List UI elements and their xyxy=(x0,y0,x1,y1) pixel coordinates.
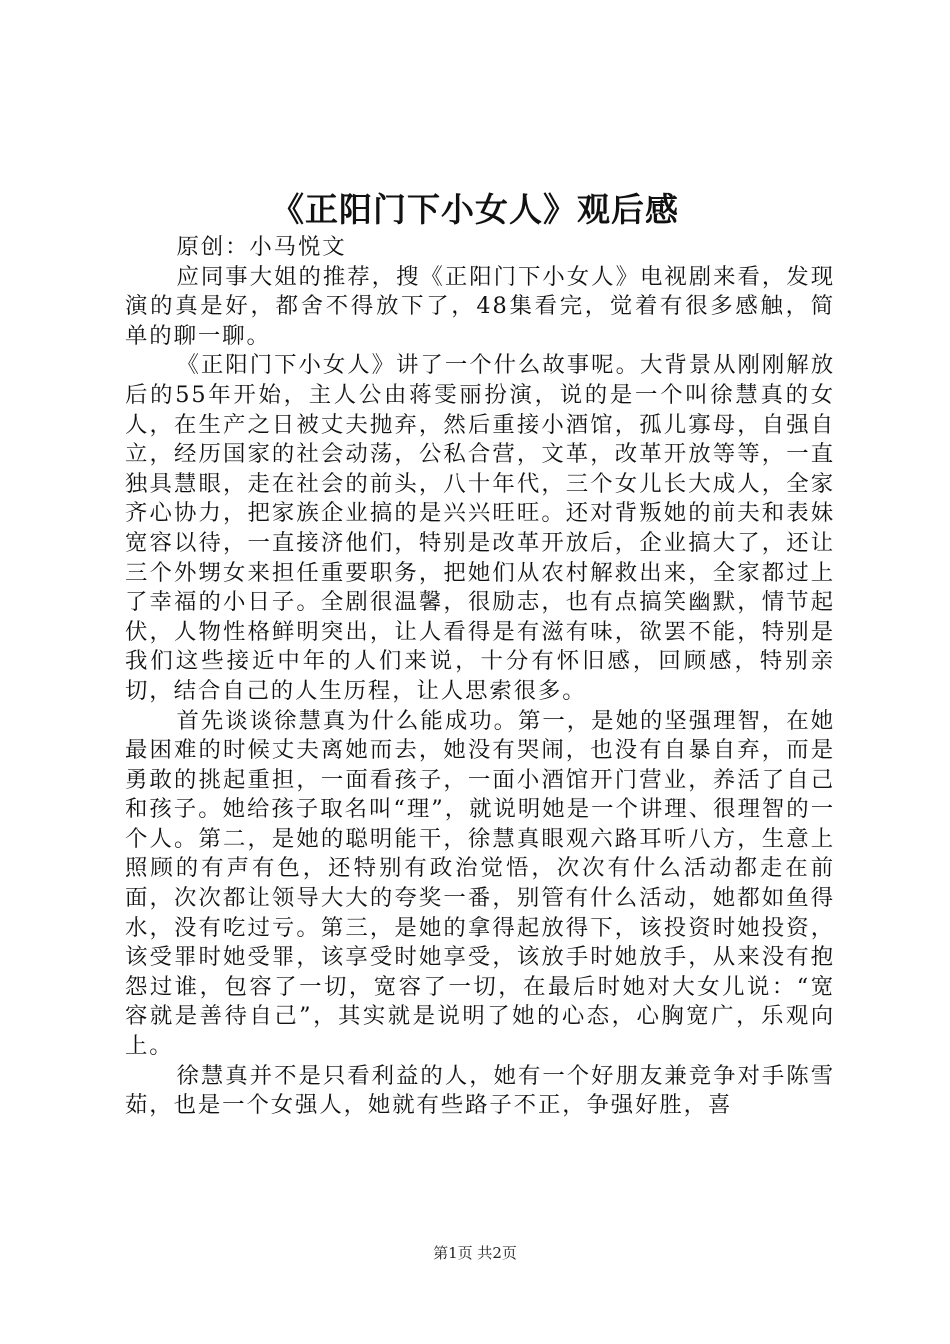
paragraph: 徐慧真并不是只看利益的人，她有一个好朋友兼竞争对手陈雪茹，也是一个女强人，她就有些路子不正，争强好胜，喜 xyxy=(125,1062,835,1119)
paragraph: 《正阳门下小女人》讲了一个什么故事呢。大背景从刚刚解放后的55年开始，主人公由蒋雯丽扮演，说的是一个叫徐慧真的女人，在生产之日被丈夫抛弃，然后重接小酒馆，孤儿寡母，自强自立，经历国家的社会动荡，公私合营，文革，改革开放等等，一直独具慧眼，走在社会的前头，八十年代，三个女儿长大成人，全家齐心协力，把家族企业搞的是兴兴旺旺。还对背叛她的前夫和表妹宽容以待，一直接济他们，特别是改革开放后，企业搞大了，还让三个外甥女来担任重要职务，把她们从农村解救出来，全家都过上了幸福的小日子。全剧很温馨，很励志，也有点搞笑幽默，情节起伏，人物性格鲜明突出，让人看得是有滋有味，欲罢不能，特别是我们这些接近中年的人们来说，十分有怀旧感，回顾感，特别亲切，结合自己的人生历程，让人思索很多。 xyxy=(125,352,835,704)
page-footer: 第1页 共2页 xyxy=(433,1244,517,1262)
document-title: 《正阳门下小女人》观后感 xyxy=(271,190,679,229)
author-line: 原创：小马悦文 xyxy=(176,234,347,260)
paragraph: 应同事大姐的推荐，搜《正阳门下小女人》电视剧来看，发现演的真是好，都舍不得放下了，48集看完，觉着有很多感触，简单的聊一聊。 xyxy=(125,263,835,349)
paragraph: 首先谈谈徐慧真为什么能成功。第一，是她的坚强理智，在她最困难的时候丈夫离她而去，她没有哭闹，也没有自暴自弃，而是勇敢的挑起重担，一面看孩子，一面小酒馆开门营业，养活了自己和孩子。她给孩子取名叫“理”，就说明她是一个讲理、很理智的一个人。第二，是她的聪明能干，徐慧真眼观六路耳听八方，生意上照顾的有声有色，还特别有政治觉悟，次次有什么活动都走在前面，次次都让领导大大的夸奖一番，别管有什么活动，她都如鱼得水，没有吃过亏。第三，是她的拿得起放得下，该投资时她投资，该受罪时她受罪，该享受时她享受，该放手时她放手，从来没有抱怨过谁，包容了一切，宽容了一切，在最后时她对大女儿说：“宽容就是善待自己”，其实就是说明了她的心态，心胸宽广，乐观向上。 xyxy=(125,707,835,1060)
document-body xyxy=(125,233,835,1121)
